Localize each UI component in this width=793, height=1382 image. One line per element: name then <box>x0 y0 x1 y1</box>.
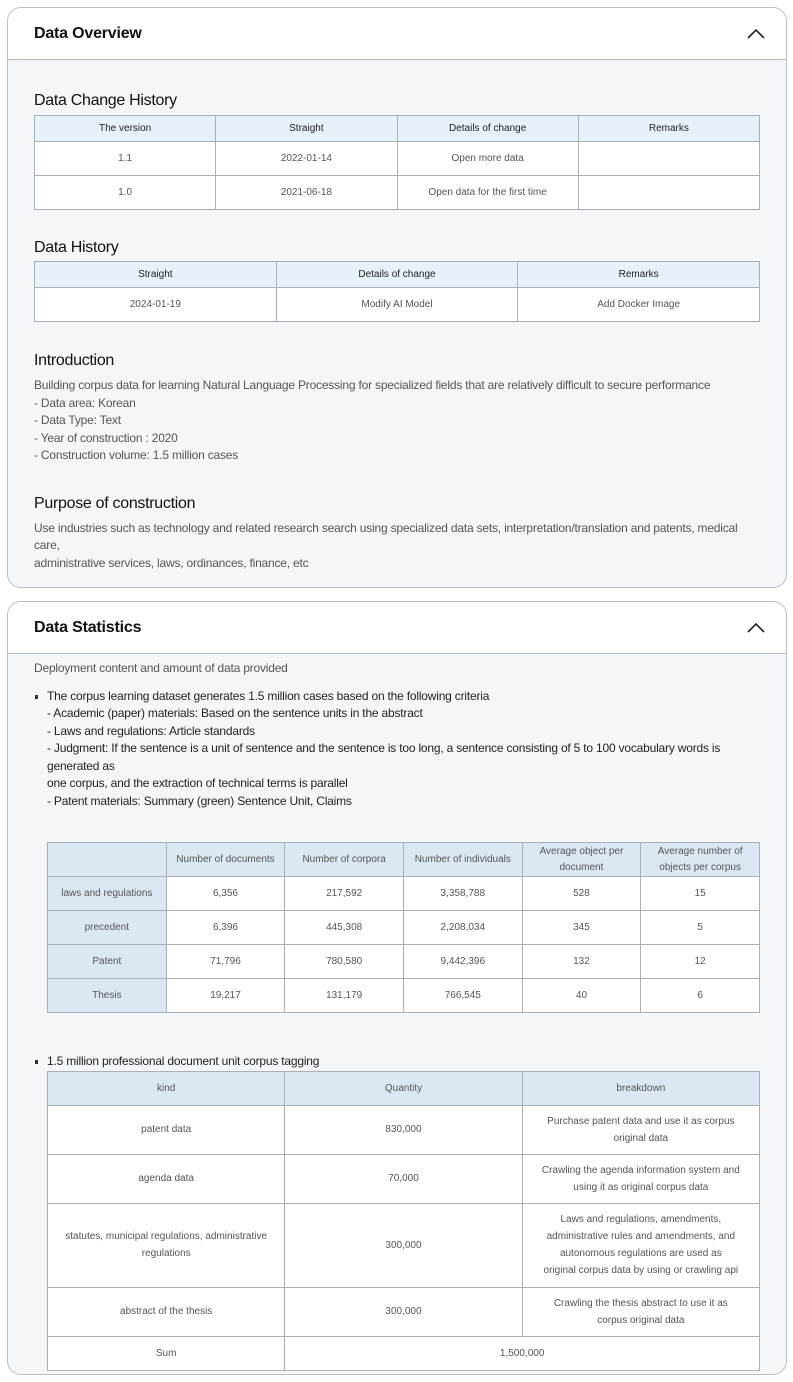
col-straight: Straight <box>35 262 277 288</box>
cell: 71,796 <box>166 945 285 979</box>
data-statistics-title: Data Statistics <box>34 618 142 636</box>
cell: 1.1 <box>35 142 216 176</box>
cell: 300,000 <box>285 1287 522 1336</box>
cell: Open data for the first time <box>397 176 578 210</box>
table-row <box>48 945 760 979</box>
cell: 300,000 <box>285 1203 522 1287</box>
cell: 6,356 <box>166 877 285 911</box>
cell: 6 <box>641 979 760 1013</box>
cell: 528 <box>522 877 641 911</box>
intro-line: Building corpus data for learning Natural Language Processing for specialized fields that are relatively difficult to secure performance <box>34 378 711 392</box>
col-straight: Straight <box>216 116 397 142</box>
table-row <box>48 1154 760 1203</box>
sum-value: 1,500,000 <box>285 1336 760 1370</box>
data-statistics-card <box>7 601 787 1375</box>
col-avg-per-corpus: Average number of objects per corpus <box>641 843 760 877</box>
col-individuals: Number of individuals <box>403 843 522 877</box>
intro-line: - Data area: Korean <box>34 395 136 410</box>
table-row <box>48 1287 760 1336</box>
cell: 1.0 <box>35 176 216 210</box>
table-header-row <box>48 1071 760 1105</box>
cell: 2,208,034 <box>403 911 522 945</box>
cell: 5 <box>641 911 760 945</box>
table-row <box>48 1203 760 1287</box>
row-label: precedent <box>48 911 167 945</box>
col-details: Details of change <box>397 116 578 142</box>
data-history-title: Data History <box>34 239 119 256</box>
cell: abstract of the thesis <box>48 1287 285 1336</box>
criteria-line: - Patent materials: Summary (green) Sentence Unit, Claims <box>47 793 352 808</box>
purpose-text <box>34 520 760 573</box>
tagging-bullet: 1.5 million professional document unit corpus tagging <box>34 1053 760 1071</box>
cell: 2022-01-14 <box>216 142 397 176</box>
criteria-line: - Judgment: If the sentence is a unit of sentence and the sentence is too long, a sentence consisting of 5 to 100 vocabulary words is generated as <box>47 741 721 773</box>
criteria-line: - Academic (paper) materials: Based on the sentence units in the abstract <box>47 706 423 720</box>
table-header-row <box>35 262 760 288</box>
purpose-line: Use industries such as technology and related research search using specialized data sets, interpretation/translation and patents, medical care, <box>34 520 738 552</box>
cell: Crawling the agenda information system and using it as original corpus data <box>522 1154 759 1203</box>
cell <box>578 142 759 176</box>
introduction-title: Introduction <box>34 352 115 369</box>
cell: 445,308 <box>285 911 404 945</box>
cell: 2021-06-18 <box>216 176 397 210</box>
cell: 830,000 <box>285 1105 522 1154</box>
sum-label: Sum <box>48 1336 285 1370</box>
col-empty <box>48 843 167 877</box>
cell: 2024-01-19 <box>35 288 277 322</box>
intro-line: - Construction volume: 1.5 million cases <box>34 448 239 462</box>
table-row <box>35 288 760 322</box>
data-overview-title: Data Overview <box>34 24 142 42</box>
introduction-text <box>34 377 760 465</box>
purpose-line: administrative services, laws, ordinances, finance, etc <box>34 555 309 570</box>
cell: Laws and regulations, amendments, administrative rules and amendments, and autonomous regulations are used as original corpus data by using or crawling api <box>522 1203 759 1287</box>
cell: 70,000 <box>285 1154 522 1203</box>
statistics-table <box>47 842 760 1013</box>
table-row <box>48 979 760 1013</box>
criteria-line: - Laws and regulations: Article standards <box>47 723 255 738</box>
data-history-table <box>34 261 760 322</box>
chevron-up-icon[interactable] <box>746 24 766 44</box>
cell: 9,442,396 <box>403 945 522 979</box>
cell: Crawling the thesis abstract to use it as corpus original data <box>522 1287 759 1336</box>
change-history-table <box>34 115 760 210</box>
col-corpora: Number of corpora <box>285 843 404 877</box>
cell: patent data <box>48 1105 285 1154</box>
cell: 40 <box>522 979 641 1013</box>
table-row <box>35 142 760 176</box>
data-statistics-header[interactable] <box>8 602 786 654</box>
col-version: The version <box>35 116 216 142</box>
table-header-row <box>35 116 760 142</box>
table-row <box>48 1105 760 1154</box>
col-quantity: Quantity <box>285 1071 522 1105</box>
data-overview-header[interactable] <box>8 8 786 60</box>
cell: 12 <box>641 945 760 979</box>
col-documents: Number of documents <box>166 843 285 877</box>
cell: statutes, municipal regulations, administrative regulations <box>48 1203 285 1287</box>
cell: 766,545 <box>403 979 522 1013</box>
criteria-block <box>34 688 760 811</box>
statistics-subtitle: Deployment content and amount of data provided <box>34 661 288 675</box>
change-history-title: Data Change History <box>34 92 177 109</box>
chevron-up-icon[interactable] <box>746 618 766 638</box>
cell: 132 <box>522 945 641 979</box>
cell: 6,396 <box>166 911 285 945</box>
cell: 345 <box>522 911 641 945</box>
cell: Modify AI Model <box>276 288 518 322</box>
col-remarks: Remarks <box>578 116 759 142</box>
purpose-title: Purpose of construction <box>34 494 196 512</box>
cell: 19,217 <box>166 979 285 1013</box>
table-row <box>48 911 760 945</box>
criteria-bullet: The corpus learning dataset generates 1.5 million cases based on the following criteria <box>34 688 760 706</box>
cell: 131,179 <box>285 979 404 1013</box>
cell: 217,592 <box>285 877 404 911</box>
row-label: laws and regulations <box>48 877 167 911</box>
data-overview-card <box>7 7 787 588</box>
col-kind: kind <box>48 1071 285 1105</box>
table-row <box>48 877 760 911</box>
col-breakdown: breakdown <box>522 1071 759 1105</box>
table-header-row <box>48 843 760 877</box>
cell: Purchase patent data and use it as corpus original data <box>522 1105 759 1154</box>
cell: agenda data <box>48 1154 285 1203</box>
cell <box>578 176 759 210</box>
row-label: Thesis <box>48 979 167 1013</box>
cell: 3,358,788 <box>403 877 522 911</box>
sum-row <box>48 1336 760 1370</box>
cell: 15 <box>641 877 760 911</box>
cell: Add Docker Image <box>518 288 760 322</box>
criteria-line: one corpus, and the extraction of technical terms is parallel <box>47 776 348 790</box>
col-remarks: Remarks <box>518 262 760 288</box>
col-avg-per-document: Average object per document <box>522 843 641 877</box>
intro-line: - Year of construction : 2020 <box>34 430 178 445</box>
row-label: Patent <box>48 945 167 979</box>
intro-line: - Data Type: Text <box>34 413 121 427</box>
table-row <box>35 176 760 210</box>
cell: 780,580 <box>285 945 404 979</box>
tagging-table <box>47 1071 760 1371</box>
col-details: Details of change <box>276 262 518 288</box>
cell: Open more data <box>397 142 578 176</box>
